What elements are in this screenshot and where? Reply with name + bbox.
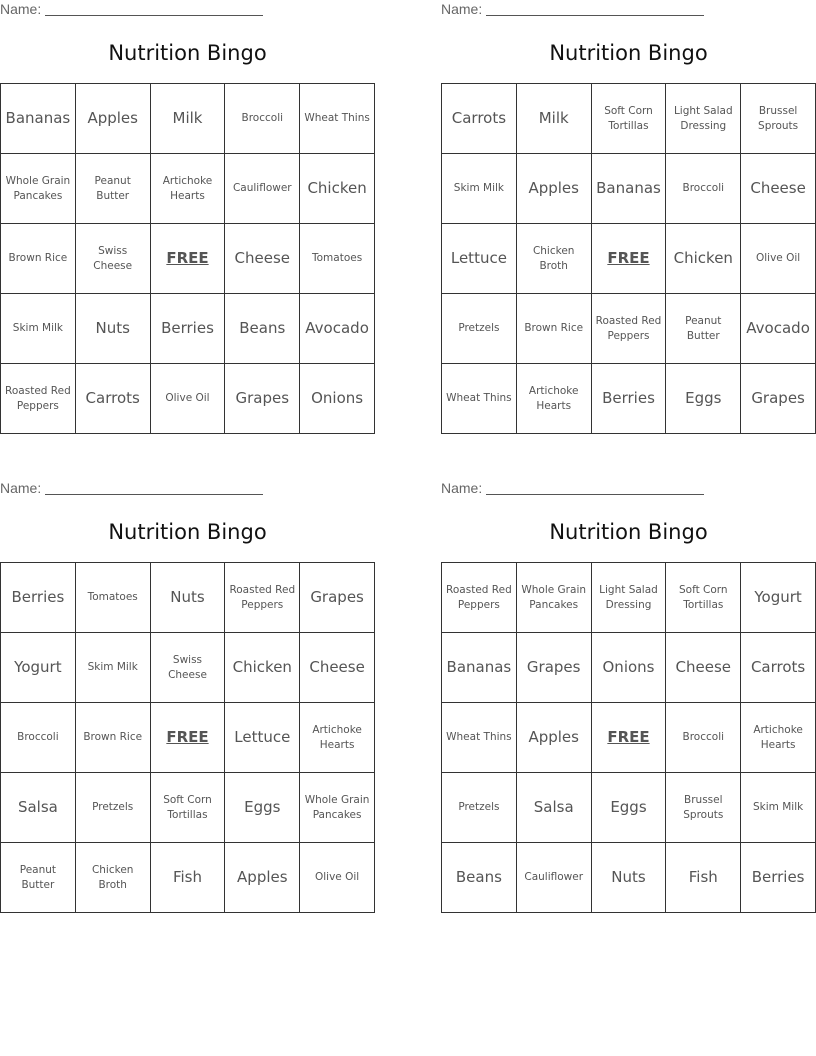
bingo-cell: Eggs <box>592 773 667 843</box>
bingo-cell: Apples <box>517 154 592 224</box>
bingo-cell: Carrots <box>76 364 151 434</box>
bingo-cell: Nuts <box>592 843 667 913</box>
bingo-cell: Avocado <box>300 294 375 364</box>
bingo-cell: Skim Milk <box>1 294 76 364</box>
card-title: Nutrition Bingo <box>549 520 708 544</box>
bingo-cell: Apples <box>76 84 151 154</box>
bingo-cell: Brown Rice <box>1 224 76 294</box>
bingo-cell: Wheat Thins <box>442 364 517 434</box>
bingo-cell: Soft Corn Tortillas <box>151 773 226 843</box>
bingo-cell: Bananas <box>442 633 517 703</box>
bingo-cell: Fish <box>666 843 741 913</box>
bingo-cell: Soft Corn Tortillas <box>666 563 741 633</box>
bingo-cell: Tomatoes <box>76 563 151 633</box>
bingo-cell: Cheese <box>225 224 300 294</box>
card-title: Nutrition Bingo <box>549 41 708 65</box>
bingo-cell: Cheese <box>741 154 816 224</box>
bingo-cell: Pretzels <box>76 773 151 843</box>
bingo-cell: Roasted Red Peppers <box>225 563 300 633</box>
bingo-cell: Whole Grain Pancakes <box>517 563 592 633</box>
card-title: Nutrition Bingo <box>108 520 267 544</box>
free-space: FREE <box>592 224 667 294</box>
name-label: Name: <box>0 480 42 496</box>
bingo-cell: Nuts <box>151 563 226 633</box>
bingo-cell: Cheese <box>300 633 375 703</box>
bingo-cell: Pretzels <box>442 773 517 843</box>
bingo-cell: Olive Oil <box>741 224 816 294</box>
bingo-cell: Whole Grain Pancakes <box>1 154 76 224</box>
bingo-cell: Skim Milk <box>442 154 517 224</box>
bingo-cell: Broccoli <box>225 84 300 154</box>
bingo-cell: Berries <box>592 364 667 434</box>
name-label: Name: <box>441 480 483 496</box>
bingo-cell: Apples <box>225 843 300 913</box>
bingo-grid <box>0 83 375 434</box>
bingo-grid <box>441 562 816 913</box>
bingo-cell: Chicken <box>225 633 300 703</box>
bingo-cell: Chicken Broth <box>76 843 151 913</box>
bingo-cell: Cauliflower <box>517 843 592 913</box>
bingo-cell: Chicken <box>300 154 375 224</box>
bingo-cell: Grapes <box>300 563 375 633</box>
bingo-cell: Peanut Butter <box>76 154 151 224</box>
bingo-cell: Swiss Cheese <box>76 224 151 294</box>
bingo-cell: Onions <box>300 364 375 434</box>
bingo-cell: Berries <box>1 563 76 633</box>
bingo-cell: Broccoli <box>666 703 741 773</box>
bingo-cell: Soft Corn Tortillas <box>592 84 667 154</box>
free-space: FREE <box>151 224 226 294</box>
name-field[interactable] <box>0 480 263 496</box>
bingo-cell: Light Salad Dressing <box>592 563 667 633</box>
bingo-cell: Lettuce <box>225 703 300 773</box>
bingo-cell: Brussel Sprouts <box>666 773 741 843</box>
bingo-grid <box>441 83 816 434</box>
bingo-cell: Eggs <box>225 773 300 843</box>
bingo-cell: Beans <box>442 843 517 913</box>
bingo-cell: Carrots <box>741 633 816 703</box>
bingo-cell: Olive Oil <box>300 843 375 913</box>
bingo-cell: Cauliflower <box>225 154 300 224</box>
bingo-cell: Artichoke Hearts <box>151 154 226 224</box>
bingo-cell: Roasted Red Peppers <box>1 364 76 434</box>
bingo-cell: Berries <box>151 294 226 364</box>
bingo-cell: Roasted Red Peppers <box>592 294 667 364</box>
bingo-cell: Grapes <box>741 364 816 434</box>
name-blank-line[interactable] <box>45 482 263 495</box>
bingo-cell: Olive Oil <box>151 364 226 434</box>
name-blank-line[interactable] <box>45 3 263 16</box>
bingo-cell: Nuts <box>76 294 151 364</box>
name-blank-line[interactable] <box>486 3 704 16</box>
bingo-cell: Peanut Butter <box>666 294 741 364</box>
bingo-cell: Artichoke Hearts <box>517 364 592 434</box>
bingo-cell: Broccoli <box>666 154 741 224</box>
bingo-cell: Berries <box>741 843 816 913</box>
name-field[interactable] <box>441 1 704 17</box>
free-space: FREE <box>151 703 226 773</box>
bingo-cell: Salsa <box>1 773 76 843</box>
bingo-cell: Skim Milk <box>741 773 816 843</box>
bingo-cell: Broccoli <box>1 703 76 773</box>
bingo-cell: Brussel Sprouts <box>741 84 816 154</box>
bingo-cell: Yogurt <box>1 633 76 703</box>
bingo-cell: Fish <box>151 843 226 913</box>
bingo-cell: Yogurt <box>741 563 816 633</box>
bingo-cell: Chicken <box>666 224 741 294</box>
name-field[interactable] <box>0 1 263 17</box>
bingo-cell: Salsa <box>517 773 592 843</box>
bingo-cell: Milk <box>151 84 226 154</box>
bingo-cell: Carrots <box>442 84 517 154</box>
bingo-cell: Peanut Butter <box>1 843 76 913</box>
name-field[interactable] <box>441 480 704 496</box>
bingo-cell: Skim Milk <box>76 633 151 703</box>
bingo-cell: Tomatoes <box>300 224 375 294</box>
bingo-cell: Avocado <box>741 294 816 364</box>
bingo-cell: Wheat Thins <box>300 84 375 154</box>
bingo-cell: Light Salad Dressing <box>666 84 741 154</box>
bingo-cell: Artichoke Hearts <box>300 703 375 773</box>
bingo-cell: Cheese <box>666 633 741 703</box>
bingo-cell: Grapes <box>225 364 300 434</box>
card-title: Nutrition Bingo <box>108 41 267 65</box>
bingo-cell: Artichoke Hearts <box>741 703 816 773</box>
bingo-cell: Eggs <box>666 364 741 434</box>
bingo-cell: Bananas <box>592 154 667 224</box>
bingo-cell: Whole Grain Pancakes <box>300 773 375 843</box>
name-label: Name: <box>441 1 483 17</box>
bingo-cell: Onions <box>592 633 667 703</box>
bingo-cell: Lettuce <box>442 224 517 294</box>
bingo-cell: Milk <box>517 84 592 154</box>
bingo-cell: Bananas <box>1 84 76 154</box>
bingo-cell: Grapes <box>517 633 592 703</box>
bingo-cell: Wheat Thins <box>442 703 517 773</box>
name-label: Name: <box>0 1 42 17</box>
bingo-cell: Pretzels <box>442 294 517 364</box>
bingo-cell: Brown Rice <box>76 703 151 773</box>
bingo-cell: Apples <box>517 703 592 773</box>
bingo-cell: Roasted Red Peppers <box>442 563 517 633</box>
bingo-cell: Beans <box>225 294 300 364</box>
name-blank-line[interactable] <box>486 482 704 495</box>
bingo-grid <box>0 562 375 913</box>
free-space: FREE <box>592 703 667 773</box>
bingo-cell: Brown Rice <box>517 294 592 364</box>
bingo-cell: Chicken Broth <box>517 224 592 294</box>
bingo-cell: Swiss Cheese <box>151 633 226 703</box>
